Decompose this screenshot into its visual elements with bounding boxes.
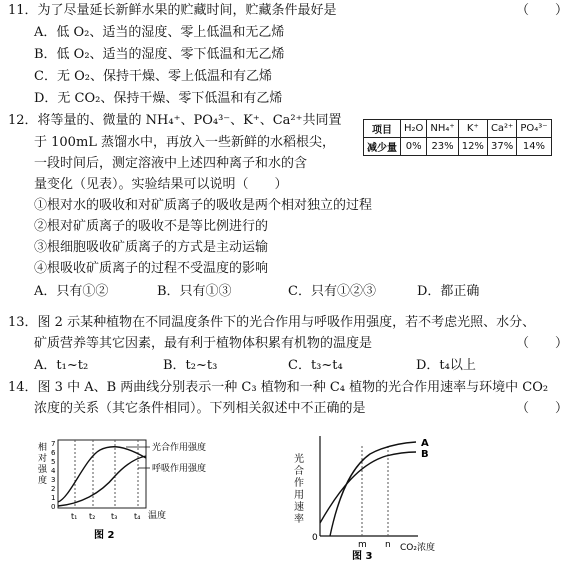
fig2-ytick: 2 bbox=[51, 485, 56, 493]
q12-option-c: C．只有①②③ bbox=[288, 284, 376, 299]
q12-option-b: B．只有①③ bbox=[157, 284, 232, 299]
q12-table-cell: 0% bbox=[401, 138, 427, 156]
q12-table-data-row bbox=[364, 138, 552, 156]
q13-option-b: B．t₂~t₃ bbox=[163, 358, 218, 373]
fig3-xtick: m bbox=[358, 540, 367, 550]
q11-option-d: D．无 CO₂、保持干燥、零下低温和有乙烯 bbox=[34, 91, 283, 106]
fig3-ylabel-char: 光 bbox=[294, 454, 304, 465]
q14-answer-paren: （ ） bbox=[516, 401, 569, 416]
q11-option-c: C．无 O₂、保持干燥、零上低温和有乙烯 bbox=[34, 69, 272, 84]
fig2-caption: 图 2 bbox=[94, 530, 115, 541]
q14-line-1: 14．图 3 中 A、B 两曲线分别表示一种 C₃ 植物和一种 C₄ 植物的光合作用速率与环境中 CO₂ bbox=[8, 380, 549, 395]
q12-table-header-row bbox=[364, 120, 552, 138]
fig3-ylabel-char: 率 bbox=[294, 514, 304, 525]
fig2-ytick: 6 bbox=[51, 449, 56, 457]
q12-table-cell: 减少量 bbox=[364, 138, 401, 156]
q11-stem: 11．为了尽量延长新鲜水果的贮藏时间，贮藏条件最好是 bbox=[8, 3, 337, 18]
q12-line-3: 一段时间后，测定溶液中上述四种离子和水的含 bbox=[34, 156, 308, 171]
q12-table-cell: 37% bbox=[487, 138, 516, 156]
q12-table-header-cell: H₂O bbox=[401, 120, 427, 138]
fig2-xtick: t₃ bbox=[111, 512, 118, 521]
fig2-ytick: 0 bbox=[51, 503, 56, 511]
q12-table-wrap bbox=[363, 119, 552, 156]
q13-line-2: 矿质营养等其它因素，最有利于植物体积累有机物的温度是 bbox=[34, 336, 373, 351]
q11-answer-paren: （ ） bbox=[516, 3, 569, 18]
fig3-ylabel-char: 速 bbox=[294, 502, 304, 513]
fig2-xlabel: 温度 bbox=[148, 511, 167, 521]
q13-option-a: A．t₁~t₂ bbox=[34, 358, 89, 373]
fig3-origin: 0 bbox=[312, 533, 318, 543]
q12-table-header-cell: K⁺ bbox=[458, 120, 487, 138]
fig3-curve-b bbox=[320, 452, 416, 523]
fig2-ylabel-char: 相 bbox=[38, 443, 48, 453]
fig3-ylabel-char: 作 bbox=[294, 478, 304, 489]
q12-table-header-cell: Ca²⁺ bbox=[487, 120, 516, 138]
fig3-caption: 图 3 bbox=[352, 551, 373, 562]
fig2-photosynthesis-curve bbox=[58, 447, 146, 502]
fig2-chart bbox=[30, 428, 230, 548]
q12-statement-3: ③根细胞吸收矿质离子的方式是主动运输 bbox=[34, 240, 269, 255]
fig2-legend-resp: 呼吸作用强度 bbox=[152, 464, 207, 474]
fig2-ytick: 1 bbox=[51, 494, 56, 502]
q13-line-1: 13．图 2 示某种植物在不同温度条件下的光合作用与呼吸作用强度，若不考虑光照、水分、 bbox=[8, 315, 536, 330]
q13-option-c: C．t₃~t₄ bbox=[288, 358, 343, 373]
q12-table-cell: 23% bbox=[427, 138, 458, 156]
q12-table-header-cell: PO₄³⁻ bbox=[517, 120, 551, 138]
q12-statement-4: ④根吸收矿质离子的过程不受温度的影响 bbox=[34, 261, 269, 276]
q12-statement-2: ②根对矿质离子的吸收不是等比例进行的 bbox=[34, 219, 269, 234]
q13-answer-paren: （ ） bbox=[516, 336, 569, 351]
q12-table-cell: 14% bbox=[517, 138, 551, 156]
q11-option-a: A．低 O₂、适当的湿度、零上低温和无乙烯 bbox=[34, 25, 285, 40]
fig3-ylabel-char: 用 bbox=[294, 490, 304, 501]
q12-statement-1: ①根对水的吸收和对矿质离子的吸收是两个相对独立的过程 bbox=[34, 198, 373, 213]
q12-table-cell: 12% bbox=[458, 138, 487, 156]
fig2-xtick: t₂ bbox=[89, 512, 96, 521]
fig2-ytick: 5 bbox=[51, 458, 56, 466]
fig3-ylabel-char: 合 bbox=[294, 466, 304, 477]
fig3-chart bbox=[290, 428, 450, 562]
fig2-ytick: 4 bbox=[51, 467, 56, 475]
q12-line-4: 量变化（见表）。实验结果可以说明（ ） bbox=[34, 177, 288, 192]
fig3-curve-a-label: A bbox=[421, 438, 429, 449]
fig2-ylabel-char: 强 bbox=[38, 465, 48, 475]
fig2-legend-photo: 光合作用强度 bbox=[152, 443, 207, 453]
q12-option-a: A．只有①② bbox=[34, 284, 109, 299]
fig2-xtick: t₄ bbox=[134, 512, 141, 521]
q12-line-2: 于 100mL 蒸馏水中，再放入一些新鲜的水稻根尖， bbox=[34, 135, 336, 150]
q12-line-1: 12．将等量的、微量的 NH₄⁺、PO₄³⁻、K⁺、Ca²⁺共同置 bbox=[8, 113, 342, 128]
fig2-ytick: 7 bbox=[51, 440, 56, 448]
fig3-xtick: n bbox=[385, 540, 391, 550]
q12-table bbox=[363, 119, 552, 156]
fig2-plot-frame bbox=[58, 440, 146, 508]
fig2-xtick: t₁ bbox=[71, 512, 78, 521]
q11-option-b: B．低 O₂、适当的湿度、零下低温和无乙烯 bbox=[34, 47, 285, 62]
fig2-ytick: 3 bbox=[51, 476, 56, 484]
q12-option-d: D．都正确 bbox=[417, 284, 480, 299]
q13-option-d: D．t₄以上 bbox=[416, 358, 476, 373]
fig2-ylabel-char: 度 bbox=[38, 476, 48, 486]
fig3-curve-b-label: B bbox=[421, 449, 429, 460]
q12-table-header-cell: NH₄⁺ bbox=[427, 120, 458, 138]
fig2-ylabel-char: 对 bbox=[38, 454, 48, 464]
fig3-xlabel: CO₂浓度 bbox=[400, 543, 435, 553]
fig2-respiration-curve bbox=[58, 456, 146, 506]
q12-table-header-cell: 项目 bbox=[364, 120, 401, 138]
q14-line-2: 浓度的关系（其它条件相同）。下列相关叙述中不正确的是 bbox=[34, 401, 366, 416]
